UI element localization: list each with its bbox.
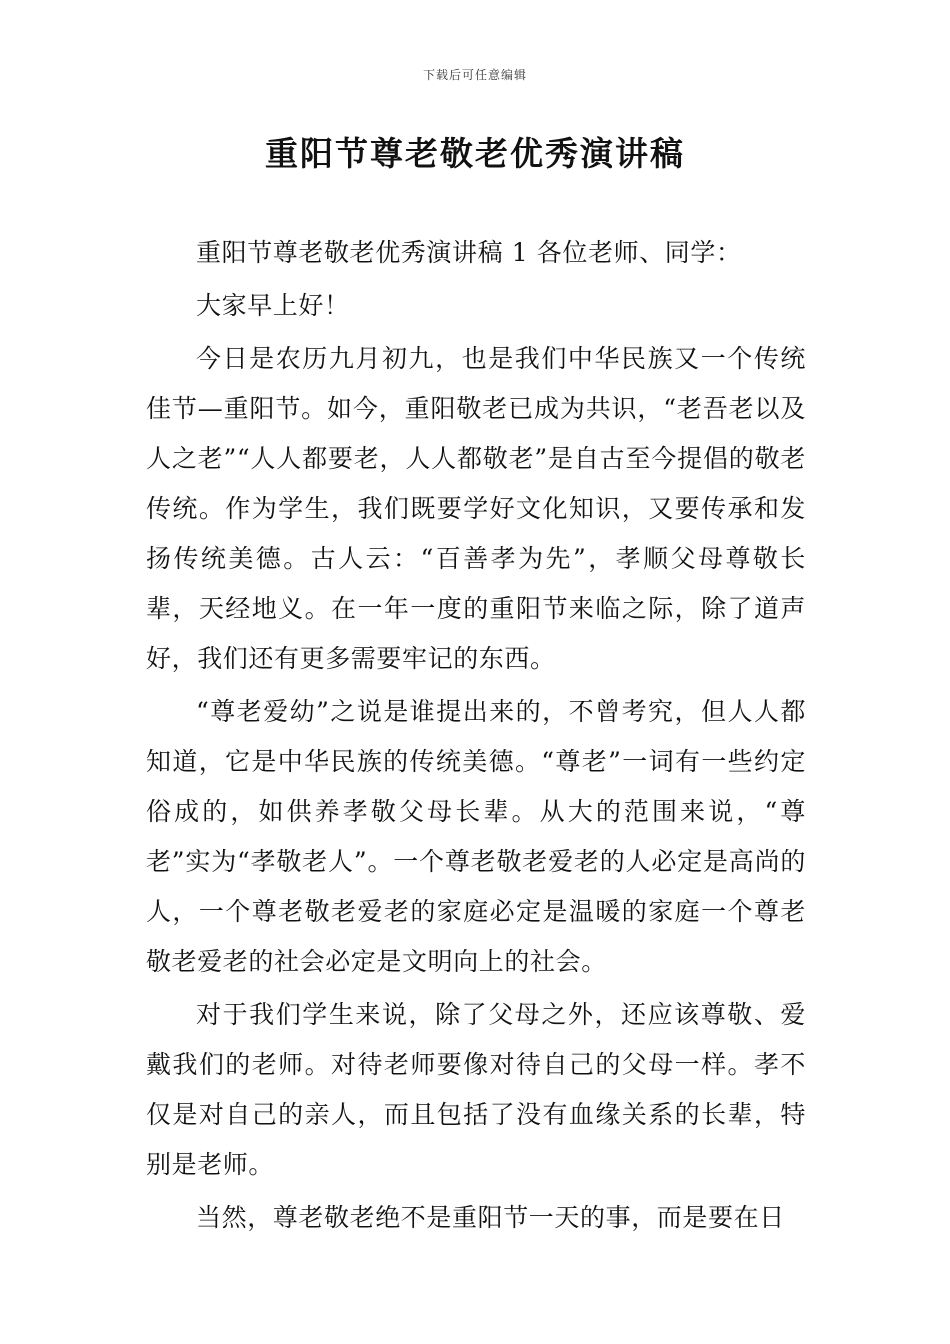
paragraph-respect-elders: “尊老爱幼”之说是谁提出来的，不曾考究，但人人都知道，它是中华民族的传统美德。“尊老”一词有一些约定俗成的，如供养孝敬父母长辈。从大的范围来说，“尊老”实为“孝敬老人”。一个尊老敬老爱老的人必定是高尚的人，一个尊老敬老爱老的家庭必定是温暖的家庭一个尊老敬老爱老的社会必定是文明向上的社会。 [146, 697, 806, 976]
paragraph-teachers: 对于我们学生来说，除了父母之外，还应该尊敬、爱戴我们的老师。对待老师要像对待自己的父母一样。孝不仅是对自己的亲人，而且包括了没有血缘关系的长辈，特别是老师。 [146, 1000, 806, 1179]
document-body [146, 228, 806, 1246]
paragraph-daily-practice: 当然，尊老敬老绝不是重阳节一天的事，而是要在日 [196, 1203, 785, 1232]
paragraph-greeting: 重阳节尊老敬老优秀演讲稿 1 各位老师、同学： [196, 238, 742, 267]
paragraph-intro: 今日是农历九月初九，也是我们中华民族又一个传统佳节—重阳节。如今，重阳敬老已成为共识，“老吾老以及人之老”“人人都要老，人人都敬老”是自古至今提倡的敬老传统。作为学生，我们既要学好文化知识，又要传承和发扬传统美德。古人云：“百善孝为先”，孝顺父母尊敬长辈，天经地义。在一年一度的重阳节来临之际，除了道声好，我们还有更多需要牢记的东西。 [146, 344, 806, 673]
paragraph-salutation: 大家早上好！ [196, 291, 350, 320]
header-note: 下载后可任意编辑 [422, 68, 527, 82]
document-title: 重阳节尊老敬老优秀演讲稿 [265, 134, 685, 173]
